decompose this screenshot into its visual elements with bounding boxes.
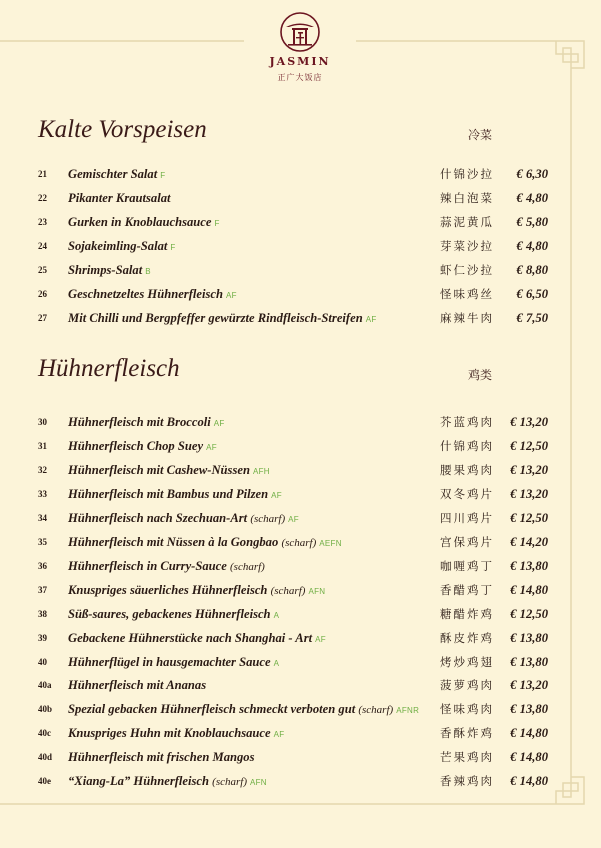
item-number: 40 <box>38 656 47 667</box>
allergen-codes: AFN <box>308 586 326 596</box>
allergen-codes: AFNR <box>396 706 420 716</box>
item-number: 33 <box>38 488 47 499</box>
item-chinese-name: 四川鸡片 <box>440 510 494 525</box>
item-price: € 14,80 <box>510 750 548 765</box>
menu-item <box>0 579 601 601</box>
menu-item <box>0 746 601 768</box>
item-chinese-name: 腰果鸡肉 <box>440 462 494 477</box>
item-name-group <box>68 579 325 603</box>
item-price: € 7,50 <box>516 310 548 325</box>
menu-item <box>0 283 601 305</box>
item-number: 34 <box>38 512 47 523</box>
item-price: € 13,20 <box>510 486 548 501</box>
item-chinese-name: 什锦鸡肉 <box>440 438 494 453</box>
item-name: Knuspriges Huhn mit Knoblauchsauce <box>68 726 271 741</box>
item-name-group <box>68 627 326 651</box>
item-number: 21 <box>38 169 47 179</box>
item-name-group <box>68 555 265 578</box>
menu-item <box>0 411 601 433</box>
item-name: Hühnerfleisch Chop Suey <box>68 438 204 453</box>
item-chinese-name: 什锦沙拉 <box>440 167 494 181</box>
item-price: € 13,20 <box>510 415 548 429</box>
item-name-group <box>68 235 176 259</box>
section-title-chinese: 鸡类 <box>468 368 493 382</box>
item-number: 40b <box>38 704 53 715</box>
logo-chinese: 正广大饭店 <box>277 73 323 82</box>
item-name-group <box>68 651 279 675</box>
item-price: € 12,50 <box>510 438 548 453</box>
item-name: Hühnerflügel in hausgemachter Sauce <box>68 654 271 669</box>
item-note: (scharf) <box>358 704 394 717</box>
item-chinese-name: 酥皮炸鸡 <box>440 630 494 645</box>
item-name: Geschnetzeltes Hühnerfleisch <box>68 286 223 301</box>
allergen-codes: AF <box>225 290 237 300</box>
allergen-codes: B <box>145 266 151 276</box>
item-name: Hühnerfleisch mit Ananas <box>68 678 207 693</box>
menu-item <box>0 435 601 457</box>
item-chinese-name: 虾仁沙拉 <box>440 262 494 277</box>
item-chinese-name: 烤炒鸡翅 <box>440 654 494 669</box>
item-name-group <box>68 746 255 768</box>
allergen-codes: AF <box>288 514 299 524</box>
item-name: Spezial gebacken Hühnerfleisch schmeckt verboten gut <box>68 702 356 717</box>
menu-item <box>0 555 601 577</box>
item-price: € 6,30 <box>516 167 548 181</box>
item-note: (scharf) <box>270 584 306 597</box>
allergen-codes: AFN <box>249 778 267 788</box>
item-name-group <box>68 507 299 531</box>
item-price: € 14,80 <box>510 774 548 789</box>
item-chinese-name: 芥蓝鸡肉 <box>440 415 494 429</box>
item-price: € 13,20 <box>510 678 548 693</box>
item-price: € 13,20 <box>510 462 548 477</box>
item-chinese-name: 麻辣牛肉 <box>440 310 494 325</box>
menu-item <box>0 603 601 625</box>
item-name-group <box>68 211 220 235</box>
item-note: (scharf) <box>230 560 265 573</box>
item-name-group <box>68 531 342 555</box>
menu-item <box>0 627 601 649</box>
menu-item <box>0 651 601 673</box>
section-title-chinese: 冷菜 <box>468 128 493 142</box>
item-name-group <box>68 163 165 187</box>
item-name-group <box>68 483 282 507</box>
item-note: (scharf) <box>250 512 286 525</box>
item-number: 22 <box>38 192 47 203</box>
item-name-group <box>68 435 217 459</box>
allergen-codes: AF <box>365 314 377 324</box>
item-number: 24 <box>38 240 47 251</box>
item-name-group <box>68 307 377 331</box>
item-name-group <box>68 187 171 209</box>
item-price: € 4,80 <box>516 238 548 253</box>
menu-item <box>0 163 601 185</box>
item-number: 40c <box>38 728 51 739</box>
item-number: 38 <box>38 608 47 619</box>
item-price: € 14,80 <box>510 582 548 597</box>
allergen-codes: F <box>160 171 166 180</box>
menu-item <box>0 770 601 792</box>
menu-item <box>0 307 601 329</box>
logo-name: JASMIN <box>269 55 331 68</box>
item-chinese-name: 咖喱鸡丁 <box>440 558 494 573</box>
restaurant-logo <box>250 10 350 102</box>
item-chinese-name: 蒜泥黄瓜 <box>440 214 494 229</box>
item-chinese-name: 香醋鸡丁 <box>440 582 494 597</box>
item-number: 35 <box>38 536 47 547</box>
item-name: Mit Chilli und Bergpfeffer gewürzte Rindfleisch-Streifen <box>68 310 363 325</box>
item-name: Gebackene Hühnerstücke nach Shanghai - Art <box>68 630 313 645</box>
item-name-group <box>68 603 279 627</box>
allergen-codes: A <box>273 658 280 668</box>
item-chinese-name: 双冬鸡片 <box>440 486 494 501</box>
allergen-codes: A <box>273 610 280 620</box>
item-price: € 14,20 <box>510 534 548 549</box>
item-name: Hühnerfleisch mit Cashew-Nüssen <box>68 462 250 477</box>
item-note: (scharf) <box>212 776 247 789</box>
item-name: Gemischter Salat <box>68 167 158 181</box>
item-name: “Xiang-La” Hühnerfleisch <box>68 774 209 789</box>
menu-item <box>0 187 601 209</box>
allergen-codes: AF <box>206 442 217 452</box>
item-chinese-name: 芽菜沙拉 <box>440 238 494 253</box>
item-name: Hühnerfleisch in Curry-Sauce <box>68 558 227 573</box>
section-title: Hühnerfleisch <box>38 355 180 382</box>
allergen-codes: AEFN <box>319 538 342 548</box>
item-name: Shrimps-Salat <box>68 262 143 277</box>
item-number: 23 <box>38 216 47 227</box>
item-name-group <box>68 283 237 307</box>
item-number: 32 <box>38 464 47 475</box>
item-price: € 6,50 <box>516 286 548 301</box>
item-number: 30 <box>38 417 47 427</box>
item-price: € 13,80 <box>510 630 548 645</box>
item-price: € 14,80 <box>510 726 548 741</box>
menu-item <box>0 211 601 233</box>
section-title: Kalte Vorspeisen <box>38 116 207 143</box>
item-number: 26 <box>38 288 47 299</box>
menu-item <box>0 483 601 505</box>
item-chinese-name: 菠萝鸡肉 <box>440 678 494 693</box>
item-name: Hühnerfleisch mit Bambus und Pilzen <box>68 486 269 501</box>
item-price: € 4,80 <box>516 190 548 205</box>
item-chinese-name: 怪味鸡肉 <box>440 702 494 717</box>
item-price: € 13,80 <box>510 558 548 573</box>
allergen-codes: F <box>170 242 176 252</box>
pagoda-icon <box>278 10 322 54</box>
item-number: 40d <box>38 752 53 763</box>
item-chinese-name: 香酥炸鸡 <box>440 726 494 741</box>
item-name-group <box>68 698 419 722</box>
item-price: € 8,80 <box>516 262 548 277</box>
item-name: Hühnerfleisch mit Broccoli <box>68 415 211 429</box>
item-price: € 12,50 <box>510 510 548 525</box>
item-name-group <box>68 411 225 435</box>
item-chinese-name: 宫保鸡片 <box>440 534 494 549</box>
menu-item <box>0 259 601 281</box>
item-name: Sojakeimling-Salat <box>68 238 168 253</box>
item-name: Pikanter Krautsalat <box>68 190 171 205</box>
item-name: Süß-saures, gebackenes Hühnerfleisch <box>68 606 271 621</box>
menu-item <box>0 507 601 529</box>
item-name: Hühnerfleisch mit Nüssen à la Gongbao <box>68 534 279 549</box>
item-name-group <box>68 459 270 483</box>
item-name: Gurken in Knoblauchsauce <box>68 214 212 229</box>
allergen-codes: AF <box>271 490 282 500</box>
item-chinese-name: 香辣鸡肉 <box>440 774 494 789</box>
item-number: 27 <box>38 312 47 323</box>
item-number: 31 <box>38 440 47 451</box>
item-number: 39 <box>38 632 47 643</box>
item-number: 40a <box>38 680 52 691</box>
item-name: Hühnerfleisch mit frischen Mangos <box>68 750 255 765</box>
item-name-group <box>68 770 267 794</box>
item-number: 40e <box>38 776 51 787</box>
item-note: (scharf) <box>281 536 317 549</box>
menu-item <box>0 531 601 553</box>
menu-item <box>0 722 601 744</box>
allergen-codes: F <box>214 218 220 228</box>
allergen-codes: AFH <box>252 466 270 476</box>
item-chinese-name: 糖醋炸鸡 <box>440 606 494 621</box>
item-price: € 13,80 <box>510 654 548 669</box>
item-name: Hühnerfleisch nach Szechuan-Art <box>68 510 248 525</box>
item-name-group <box>68 674 206 696</box>
item-chinese-name: 怪味鸡丝 <box>440 286 494 301</box>
menu-item <box>0 674 601 696</box>
item-price: € 12,50 <box>510 606 548 621</box>
item-price: € 5,80 <box>516 214 548 229</box>
allergen-codes: AF <box>213 419 225 428</box>
item-chinese-name: 芒果鸡肉 <box>440 750 494 765</box>
menu-item <box>0 459 601 481</box>
item-name: Knuspriges säuerliches Hühnerfleisch <box>68 582 268 597</box>
item-number: 37 <box>38 584 47 595</box>
allergen-codes: AF <box>273 730 285 740</box>
menu-item <box>0 235 601 257</box>
item-chinese-name: 辣白泡菜 <box>440 190 494 205</box>
item-name-group <box>68 259 151 283</box>
item-number: 36 <box>38 560 47 571</box>
item-name-group <box>68 722 284 746</box>
item-price: € 13,80 <box>510 702 548 717</box>
item-number: 25 <box>38 264 47 275</box>
menu-item <box>0 698 601 720</box>
allergen-codes: AF <box>315 634 326 644</box>
